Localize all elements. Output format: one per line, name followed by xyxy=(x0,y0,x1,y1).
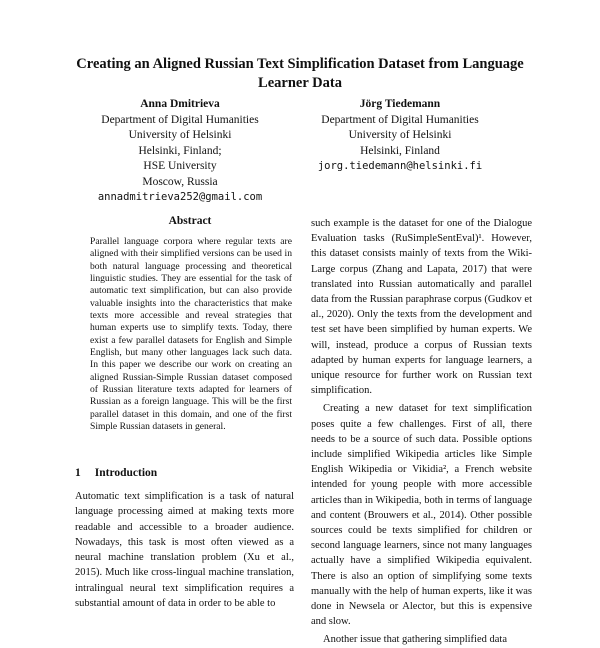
introduction-paragraph: Automatic text simplification is a task of natural language processing aimed at making texts more readable and accessible to a broader audience. Nowadays, this task is most often viewed as a neural machine translation problem (Xu et al., 2015). Much like cross-lingual machine translation, intralingual neural text simplification requires a substantial amount of data in order to be able to xyxy=(75,491,294,610)
author-email: jorg.tiedemann@helsinki.fi xyxy=(317,160,483,172)
author-affiliation-line: Department of Digital Humanities xyxy=(101,113,259,126)
abstract-heading: Abstract xyxy=(168,215,212,227)
author-affiliation-line: Department of Digital Humanities xyxy=(321,113,479,126)
section-title: Introduction xyxy=(94,467,158,479)
author-name: Jörg Tiedemann xyxy=(359,98,441,110)
author-affiliation-line: Helsinki, Finland xyxy=(360,144,440,157)
body-paragraph: Another issue that gathering simplified data xyxy=(323,634,507,646)
author-block-2 xyxy=(285,97,515,175)
author-affiliation-line: University of Helsinki xyxy=(128,129,232,141)
author-email: annadmitrieva252@gmail.com xyxy=(97,191,263,203)
abstract-text: Parallel language corpora where regular texts are aligned with their simplified versions can be used in both natural language processing and theoretical linguistic studies. They are essential for the task of automatic text simplification, but can also provide valuable insights into the characteristics that make texts more accessible and reveal strategies that human experts use to simplify texts. Today, there exist a few parallel datasets for English and Simple English, but many other languages lack such data. In this paper we describe our work on creating an aligned Russian-Simple Russian dataset composed of Russian literature texts adapted for learners of Russian as a foreign language. This will be the first parallel dataset in this domain, and one of the first Simple Russian datasets in general. xyxy=(90,236,292,433)
author-affiliation-line: HSE University xyxy=(143,160,217,172)
right-column xyxy=(311,216,532,648)
section-heading-introduction xyxy=(75,467,157,479)
author-affiliation-line: University of Helsinki xyxy=(348,129,452,141)
author-affiliation-line: Moscow, Russia xyxy=(142,175,218,188)
author-affiliation-line: Helsinki, Finland; xyxy=(138,144,222,157)
section-number: 1 xyxy=(75,467,81,479)
body-paragraph: such example is the dataset for one of the Dialogue Evaluation tasks (RuSimpleSentEval)¹. However, this dataset consists mainly of texts from the Wiki-Large corpus (Zhang and Lapata, 2017) that were translated into Russian automatically and parallel data from the Russian paraphrase corpus (Gudkov et al., 2020). Only the texts from the development and test set have been simplified by human experts. We will, instead, produce a corpus of Russian texts adapted by human experts for language learners, a unique resource for further work on Russian text simplification. xyxy=(311,218,532,397)
author-name: Anna Dmitrieva xyxy=(140,98,220,110)
paper-title: Creating an Aligned Russian Text Simplification Dataset from Language Learner Data xyxy=(76,56,524,91)
body-paragraph: Creating a new dataset for text simplification poses quite a few challenges. First of all, there needs to be a source of such data. Possible options include simplified Wikipedia articles like Simple English Wikipedia or Vikidia², a French website intended for young people with more accessible articles than in Wikipedia, both in terms of language and content (Brouwers et al., 2014). Other possible sources could be texts simplified for children or second language learners, since not many languages actually have a simplified Wikipedia equivalent. There is also an option of simplifying some texts manually with the help of human experts, like it was done in Newsela or Alector, but this is expensive and slow. xyxy=(311,403,532,628)
author-block-1 xyxy=(60,97,300,206)
